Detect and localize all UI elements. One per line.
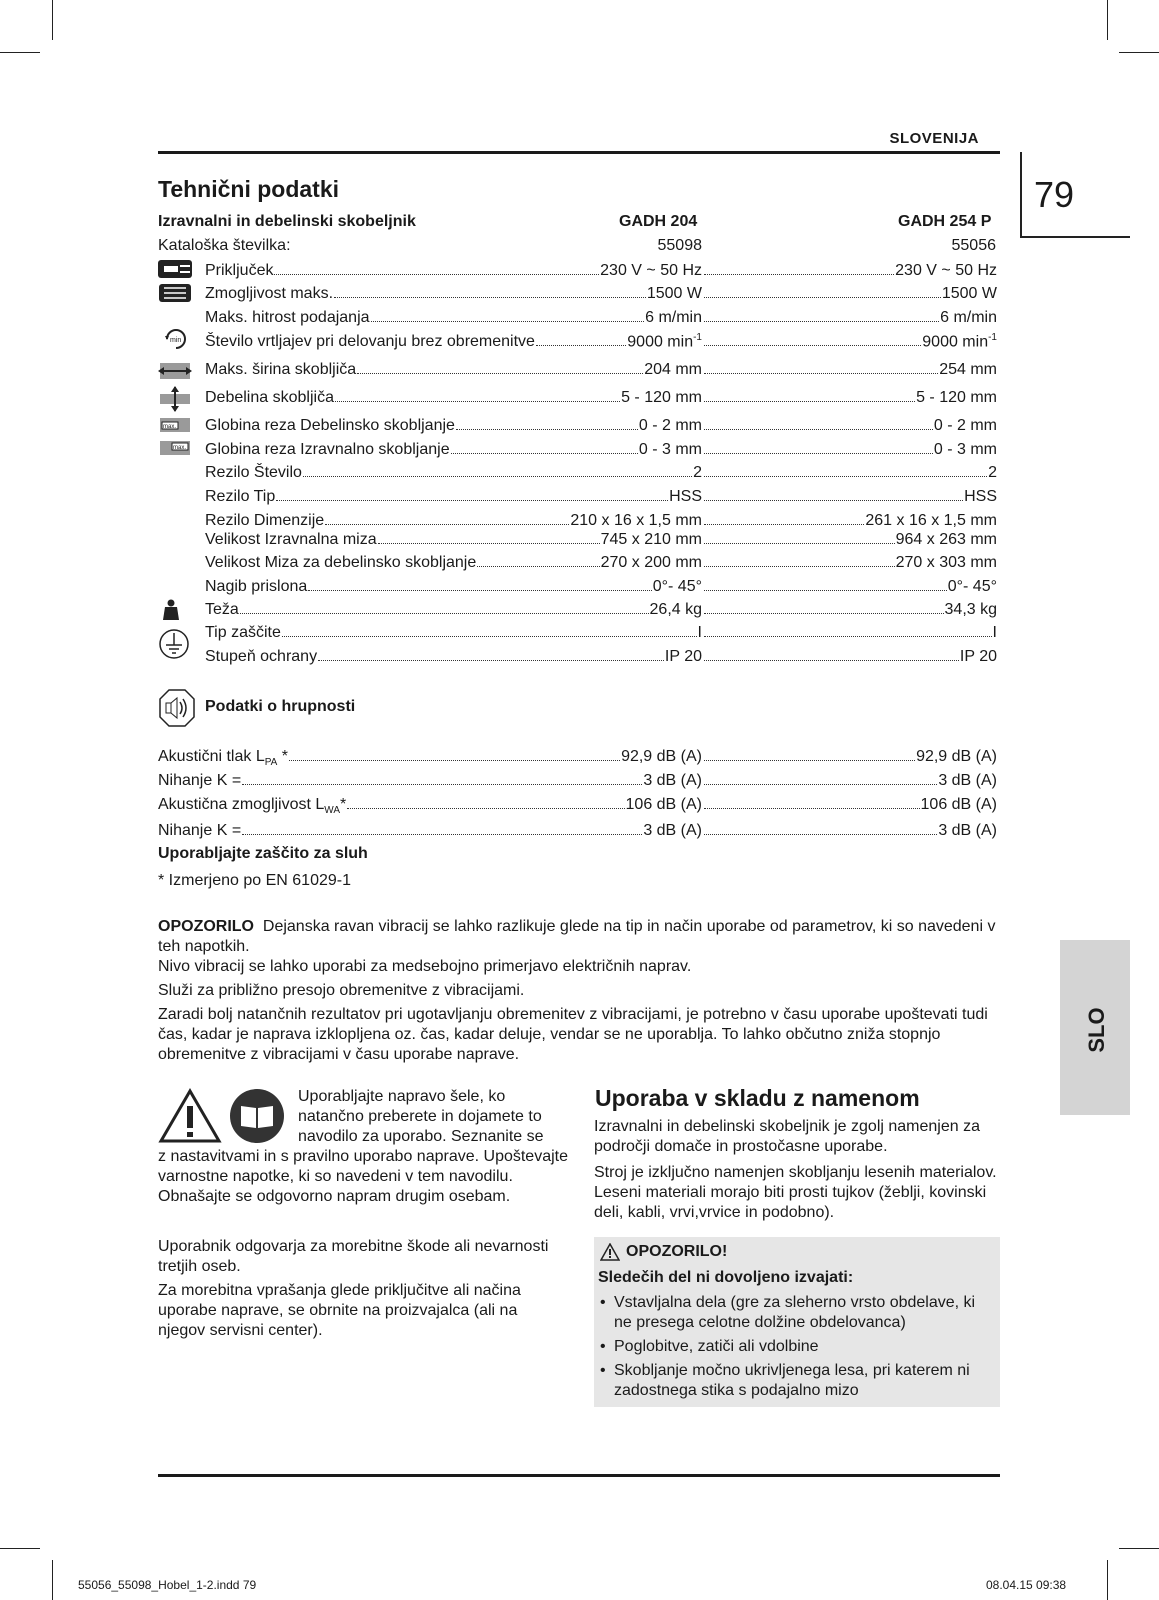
crop-mark: [1107, 1560, 1108, 1600]
svg-text:max.: max.: [173, 445, 187, 451]
warning-bullet-text: Skobljanje močno ukrivljenega lesa, pri katerem ni zadostnega stika s podajalno mizo: [614, 1362, 970, 1399]
noise-icon: [158, 688, 196, 728]
spec-header-label: Izravnalni in debelinski skobeljnik: [158, 213, 416, 230]
bullet-dot: •: [600, 1294, 606, 1311]
leader-dots: [704, 808, 920, 809]
leader-dots: [325, 524, 569, 525]
crop-mark: [52, 1560, 53, 1600]
leader-dots: [334, 297, 646, 298]
noise-label-sub: WA: [324, 805, 341, 817]
noise-label: [158, 822, 241, 842]
spec-row: [205, 578, 702, 596]
noise-label: [158, 748, 288, 768]
spec-value-1: 2: [693, 464, 702, 481]
motor-icon: [158, 282, 192, 304]
spec-label: Število vrtljajev pri delovanju brez obremenitve: [205, 333, 535, 351]
spec-row: [205, 512, 702, 530]
spec-row: [205, 488, 702, 506]
vibration-warning-p3: Služi za približno presojo obremenitve z vibracijami.: [158, 982, 525, 999]
noise-value-2: 106 dB (A): [920, 796, 997, 813]
spec-row-model2: [703, 464, 997, 482]
spec-row-model2: [703, 417, 997, 435]
spec-row: [205, 531, 702, 549]
spec-row: [205, 554, 702, 572]
spec-value-2: HSS: [964, 488, 997, 505]
leader-dots: [704, 760, 915, 761]
catalog-value-2: 55056: [951, 237, 996, 254]
spec-label: Nagib prislona: [205, 578, 308, 595]
leader-dots: [704, 453, 933, 454]
spec-label: Zmogljivost maks.: [205, 285, 334, 302]
warning-bullet: [598, 1293, 994, 1333]
noise-label: [158, 796, 346, 816]
warning-box-title: OPOZORILO!: [626, 1243, 728, 1260]
spec-value-1: 204 mm: [644, 361, 702, 378]
spec-row: [205, 648, 702, 666]
noise-row-model2: [703, 822, 997, 840]
language-tab-label: SLO: [1084, 1007, 1109, 1053]
svg-text:max.: max.: [163, 424, 177, 430]
spec-label: Rezilo Tip: [205, 488, 276, 505]
crop-mark: [52, 0, 53, 40]
spec-row: [205, 361, 702, 379]
spec-row: [205, 389, 702, 407]
spec-row: [205, 417, 702, 435]
spec-row-model2: [703, 285, 997, 303]
noise-label-text: Nihanje K =: [158, 772, 242, 789]
spec-value-2: I: [992, 624, 997, 641]
spec-row-model2: [703, 309, 997, 327]
intro-text-b: z nastavitvami in s pravilno uporabo naprave. Upoštevajte varnostne napotke, ki so navedeni v tem navodilu. Obnašajte se odgovorno napram drugim osebam.: [158, 1148, 568, 1205]
noise-label-suffix: *: [340, 796, 347, 813]
spec-value-1: IP 20: [664, 648, 702, 665]
leader-dots: [704, 784, 937, 785]
vibration-warning-p4: Zaradi bolj natančnih rezultatov pri ugotavljanju obremenitev z vibracijami, je potrebno v času uporabe upoštevati tudi čas, kadar je naprava izklopljena oz. čas, kadar deluje, vendar se ne uporablja. To lahko občutno zniža stopnjo obremenitve z vibracijami v času uporabe naprave.: [158, 1006, 988, 1063]
leader-dots: [276, 500, 668, 501]
noise-section-title: Podatki o hrupnosti: [205, 698, 356, 715]
warning-small-icon: [600, 1243, 620, 1261]
leader-dots: [704, 636, 992, 637]
protection-class-icon: [158, 628, 190, 660]
spec-label: Priključek: [205, 262, 274, 279]
crop-mark: [1119, 52, 1159, 53]
leader-dots: [357, 373, 643, 374]
spec-value-1: 745 x 210 mm: [600, 531, 702, 548]
spec-value-1: HSS: [669, 488, 702, 505]
leader-dots: [704, 500, 963, 501]
leader-dots: [308, 590, 651, 591]
noise-value-1: 106 dB (A): [625, 796, 702, 813]
vibration-warning-p2: Nivo vibracij se lahko uporabi za medsebojno primerjavo električnih naprav.: [158, 958, 692, 975]
spec-row-model2: [703, 601, 997, 619]
leader-dots: [335, 401, 620, 402]
spec-value-2: 5 - 120 mm: [916, 389, 997, 406]
spec-value-1: I: [697, 624, 702, 641]
noise-value-1: 92,9 dB (A): [621, 748, 702, 765]
spec-value-1: 210 x 16 x 1,5 mm: [570, 512, 702, 529]
language-tab: [1060, 940, 1130, 1115]
rpm-icon: [163, 326, 189, 352]
leader-dots: [318, 660, 664, 661]
noise-row: [158, 796, 702, 816]
noise-label-text: Akustična zmogljivost L: [158, 796, 325, 813]
spec-row-model2: [703, 531, 997, 549]
spec-value-2: 2: [988, 464, 997, 481]
spec-header-model1: GADH 204: [619, 213, 698, 230]
spec-row-model2: [703, 512, 997, 530]
noise-row-model2: [703, 796, 997, 814]
intended-use-p2: Stroj je izključno namenjen skobljanju lesenih materialov. Leseni materiali morajo biti prosti tujkov (žeblji, kovinski deli, kabli, vrvi,vrvice in podobno).: [594, 1164, 997, 1221]
spec-label: Velikost Izravnalna miza: [205, 531, 377, 548]
spec-value-2: 34,3 kg: [944, 601, 997, 618]
spec-label: Globina reza Izravnalno skobljanje: [205, 441, 450, 458]
page-title: Tehnični podatki: [158, 176, 340, 202]
thickness-icon: [158, 386, 192, 412]
spec-label: Stupeň ochrany: [205, 648, 318, 665]
section-label: SLOVENIJA: [889, 130, 979, 147]
liability-text: Uporabnik odgovarja za morebitne škode ali nevarnosti tretjih oseb.: [158, 1238, 549, 1275]
spec-label: Rezilo Število: [205, 464, 302, 481]
noise-row: [158, 748, 702, 768]
leader-dots: [274, 274, 599, 275]
spec-value-1: 0 - 2 mm: [638, 417, 702, 434]
noise-row-model2: [703, 748, 997, 766]
spec-row: [205, 332, 702, 351]
leader-dots: [704, 345, 921, 346]
leader-dots: [704, 834, 937, 835]
measured-note: * Izmerjeno po EN 61029-1: [158, 872, 351, 889]
noise-row: [158, 822, 702, 842]
page-number: 79: [1034, 174, 1075, 215]
svg-text:min: min: [170, 337, 182, 344]
spec-row: [205, 441, 702, 459]
spec-value-2: 9000 $\min^{-1}$: [922, 332, 997, 351]
noise-label: [158, 772, 241, 792]
spec-label: Maks. širina skobljiča: [205, 361, 357, 378]
plug-icon: [158, 258, 192, 280]
spec-label: Tip zaščite: [205, 624, 281, 641]
leader-dots: [282, 636, 697, 637]
leader-dots: [704, 524, 864, 525]
warning-bullet: [598, 1337, 994, 1357]
noise-value-2: 92,9 dB (A): [916, 748, 997, 765]
spec-value-2: 261 x 16 x 1,5 mm: [865, 512, 997, 529]
footer-file: 55056_55098_Hobel_1-2.indd 79: [78, 1578, 257, 1592]
leader-dots: [456, 429, 638, 430]
spec-value-2: 1500 W: [941, 285, 997, 302]
spec-row: [205, 464, 702, 482]
spec-row: [205, 624, 702, 642]
noise-label-text: Akustični tlak L: [158, 748, 265, 765]
noise-value-1: 3 dB (A): [643, 822, 702, 839]
spec-value-2: 0 - 3 mm: [933, 441, 997, 458]
warning-box-subtitle: Sledečih del ni dovoljeno izvajati:: [598, 1269, 854, 1286]
weight-icon: [162, 598, 180, 622]
spec-row: [205, 601, 702, 619]
top-rule: [158, 151, 1000, 154]
spec-row-model2: [703, 441, 997, 459]
spec-row-model2: [703, 648, 997, 666]
warning-bullet: [598, 1361, 994, 1401]
spec-value-1: 5 - 120 mm: [621, 389, 702, 406]
intended-use-heading: Uporaba v skladu z namenom: [595, 1085, 920, 1111]
leader-dots: [477, 566, 599, 567]
spec-row-model2: [703, 578, 997, 596]
cut-depth-thickness-icon: [158, 414, 192, 436]
spec-label: Velikost Miza za debelinsko skobljanje: [205, 554, 477, 571]
noise-label-sub: PA: [264, 757, 278, 769]
leader-dots: [704, 401, 915, 402]
leader-dots: [303, 476, 692, 477]
spec-value-2: 0°- 45°: [947, 578, 997, 595]
leader-dots: [451, 453, 638, 454]
noise-row-model2: [703, 772, 997, 790]
leader-dots: [704, 476, 987, 477]
spec-value-2: 964 x 263 mm: [895, 531, 997, 548]
leader-dots: [704, 613, 944, 614]
crop-mark: [1107, 0, 1108, 40]
spec-value-2: 270 x 303 mm: [895, 554, 997, 571]
noise-label-suffix: *: [277, 748, 288, 765]
bullet-dot: •: [600, 1338, 606, 1355]
spec-row: [205, 262, 702, 280]
intended-use-p1: Izravnalni in debelinski skobeljnik je zgolj namenjen za področji domače in prostočasne uporabe.: [594, 1118, 980, 1155]
warning-bullet-text: Vstavljalna dela (gre za sleherno vrsto obdelave, ki ne presega celotne dolžine obdelovanca): [614, 1294, 976, 1331]
width-icon: [158, 360, 192, 382]
crop-mark: [1119, 1548, 1159, 1549]
leader-dots: [289, 760, 620, 761]
spec-row-model2: [703, 361, 997, 379]
spec-value-1: 6 m/min: [645, 309, 702, 326]
spec-value-1: 26,4 kg: [649, 601, 702, 618]
warning-bullet-text: Poglobitve, zatiči ali vdolbine: [614, 1338, 819, 1355]
spec-value-2: IP 20: [959, 648, 997, 665]
spec-label: Globina reza Debelinsko skobljanje: [205, 417, 455, 434]
leader-dots: [704, 297, 941, 298]
footer-date: 08.04.15 09:38: [986, 1578, 1067, 1592]
read-manual-icon: [229, 1088, 285, 1144]
spec-row-model2: [703, 332, 997, 351]
spec-row-model2: [703, 624, 997, 642]
noise-row: [158, 772, 702, 792]
spec-label: Debelina skobljiča: [205, 389, 334, 406]
spec-value-1: 0 - 3 mm: [638, 441, 702, 458]
spec-value-1: 1500 W: [646, 285, 702, 302]
noise-value-2: 3 dB (A): [938, 772, 997, 789]
leader-dots: [371, 321, 645, 322]
vibration-warning-lead: OPOZORILO: [158, 918, 254, 935]
spec-label: Rezilo Dimenzije: [205, 512, 325, 529]
leader-dots: [704, 566, 895, 567]
spec-row-model2: [703, 488, 997, 506]
vibration-warning-text: Dejanska ravan vibracij se lahko razlikuje glede na tip in način uporabe od parametrov, ki so navedeni v teh napotkih.: [158, 918, 996, 955]
hearing-protection-note: Uporabljajte zaščito za sluh: [158, 845, 368, 862]
spec-label: Maks. hitrost podajanja: [205, 309, 370, 326]
leader-dots: [704, 543, 895, 544]
bottom-rule: [158, 1474, 1000, 1477]
leader-dots: [704, 429, 933, 430]
leader-dots: [704, 590, 947, 591]
spec-row-model2: [703, 389, 997, 407]
catalog-label: Kataloška številka:: [158, 237, 291, 254]
leader-dots: [704, 660, 959, 661]
leader-dots: [704, 321, 939, 322]
leader-dots: [378, 543, 600, 544]
spec-row-model2: [703, 554, 997, 572]
leader-dots: [347, 808, 624, 809]
spec-row: [205, 285, 702, 303]
spec-row-model2: [703, 262, 997, 280]
noise-value-2: 3 dB (A): [938, 822, 997, 839]
cut-depth-surface-icon: [158, 437, 192, 459]
catalog-value-1: 55098: [657, 237, 702, 254]
leader-dots: [242, 834, 642, 835]
crop-mark: [0, 52, 40, 53]
warning-triangle-icon: [158, 1088, 222, 1144]
noise-label-text: Nihanje K =: [158, 822, 242, 839]
spec-value-1: 9000 $\min^{-1}$: [627, 332, 702, 351]
spec-value-1: 0°- 45°: [652, 578, 702, 595]
leader-dots: [536, 345, 626, 346]
spec-value-1: 230 V ~ 50 Hz: [600, 262, 702, 279]
leader-dots: [240, 613, 649, 614]
spec-value-1: 270 x 200 mm: [600, 554, 702, 571]
bullet-dot: •: [600, 1362, 606, 1379]
crop-mark: [0, 1548, 40, 1549]
spec-value-2: 6 m/min: [940, 309, 997, 326]
intro-text-a: Uporabljajte napravo šele, ko natančno preberete in dojamete to navodilo za uporabo. Seznanite se: [298, 1088, 544, 1145]
spec-header-model2: GADH 254 P: [898, 213, 992, 230]
warning-bullet-list: [598, 1293, 994, 1405]
spec-value-2: 230 V ~ 50 Hz: [895, 262, 997, 279]
spec-value-2: 0 - 2 mm: [933, 417, 997, 434]
leader-dots: [704, 274, 894, 275]
noise-value-1: 3 dB (A): [643, 772, 702, 789]
spec-row: [205, 309, 702, 327]
warning-box: [594, 1237, 1000, 1407]
leader-dots: [242, 784, 642, 785]
leader-dots: [704, 373, 938, 374]
spec-label: Teža: [205, 601, 239, 618]
vibration-warning-p1: [158, 917, 1000, 957]
spec-value-2: 254 mm: [939, 361, 997, 378]
contact-text: Za morebitna vprašanja glede priključitve ali načina uporabe naprave, se obrnite na proizvajalca (ali na njegov servisni center).: [158, 1282, 521, 1339]
